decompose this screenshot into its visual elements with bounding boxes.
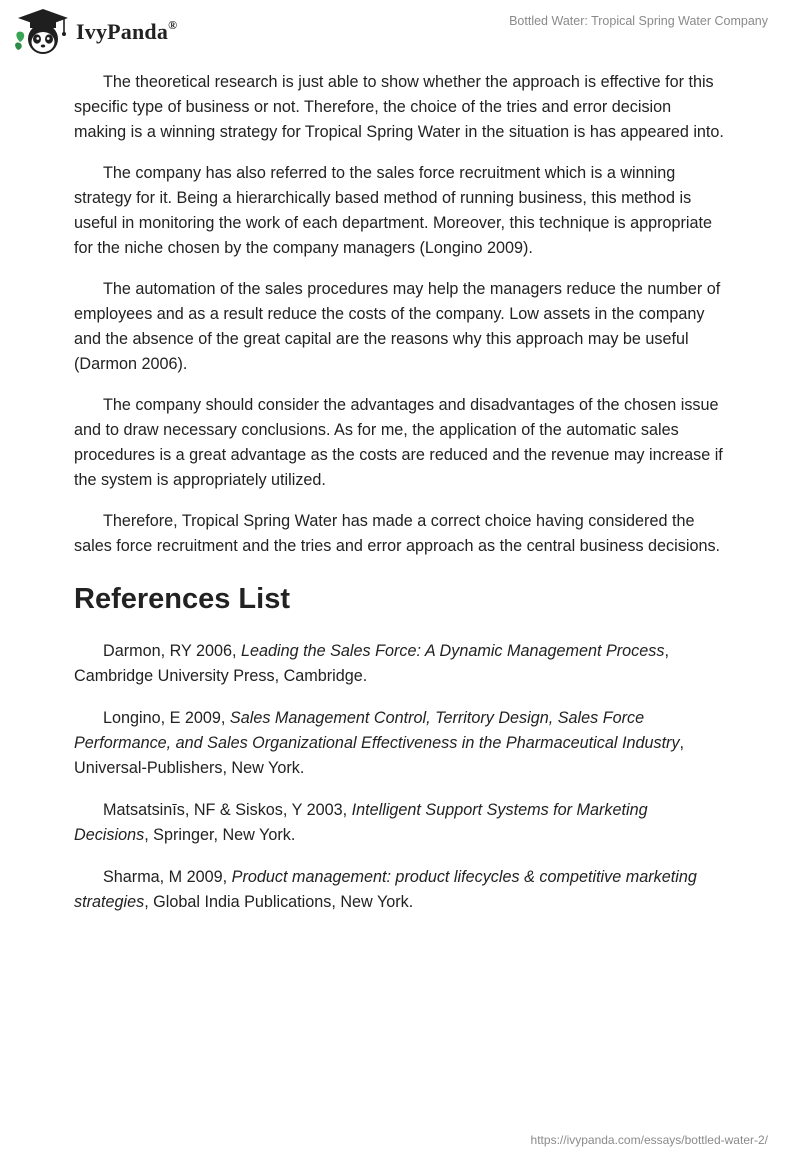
- reference-title: Product management: product lifecycles & competitive marketing strategies: [74, 868, 697, 911]
- ivypanda-logo[interactable]: [14, 6, 177, 58]
- running-title: Bottled Water: Tropical Spring Water Company: [509, 14, 768, 28]
- source-url[interactable]: https://ivypanda.com/essays/bottled-water-2/: [530, 1133, 768, 1147]
- reference-publisher: , Universal-Publishers, New York.: [74, 734, 685, 777]
- reference-entry: [74, 639, 724, 689]
- reference-authors: Darmon, RY 2006,: [103, 642, 241, 660]
- reference-publisher: , Springer, New York.: [144, 826, 296, 844]
- references-heading: References List: [74, 583, 290, 615]
- page-header: [0, 0, 800, 64]
- logo-wordmark: [76, 19, 177, 45]
- body-paragraph: The theoretical research is just able to show whether the approach is effective for this specific type of business or not. Therefore, the choice of the tries and error decision making is a winning strategy for Tropical Spring Water in the situation is has appeared into.: [74, 73, 724, 141]
- reference-publisher: , Global India Publications, New York.: [144, 893, 414, 911]
- reference-title: Intelligent Support Systems for Marketing Decisions: [74, 801, 648, 844]
- reference-authors: Longino, E 2009,: [103, 709, 230, 727]
- reference-entry: [74, 865, 724, 915]
- reference-authors: Matsatsinīs, NF & Siskos, Y 2003,: [103, 801, 352, 819]
- body-paragraph: The company should consider the advantages and disadvantages of the chosen issue and to draw necessary conclusions. As for me, the application of the automatic sales procedures is a great advantage as the costs are reduced and the revenue may increase if the system is appropriately utilized.: [74, 396, 723, 489]
- reference-publisher: , Cambridge University Press, Cambridge.: [74, 642, 669, 685]
- reference-title: Sales Management Control, Territory Design, Sales Force Performance, and Sales Organizational Effectiveness in the Pharmaceutical Industry: [74, 709, 680, 752]
- reference-authors: Sharma, M 2009,: [103, 868, 232, 886]
- logo-name: IvyPanda: [76, 19, 169, 44]
- body-paragraph: The company has also referred to the sales force recruitment which is a winning strategy for it. Being a hierarchically based method of running business, this method is useful in monitoring the work of each department. Moreover, this technique is appropriate for the niche chosen by the company managers (Longino 2009).: [74, 164, 712, 257]
- body-paragraph: Therefore, Tropical Spring Water has made a correct choice having considered the sales force recruitment and the tries and error approach as the central business decisions.: [74, 512, 721, 555]
- reference-entry: [74, 706, 724, 781]
- reference-entry: [74, 798, 724, 848]
- registered-mark: ®: [168, 17, 178, 32]
- panda-graduate-icon: [14, 6, 72, 58]
- reference-title: Leading the Sales Force: A Dynamic Management Process: [240, 642, 665, 660]
- essay-body: [74, 70, 724, 932]
- body-paragraph: The automation of the sales procedures may help the managers reduce the number of employees and as a result reduce the costs of the company. Low assets in the company and the absence of the great capital are the reasons why this approach may be useful (Darmon 2006).: [74, 280, 721, 373]
